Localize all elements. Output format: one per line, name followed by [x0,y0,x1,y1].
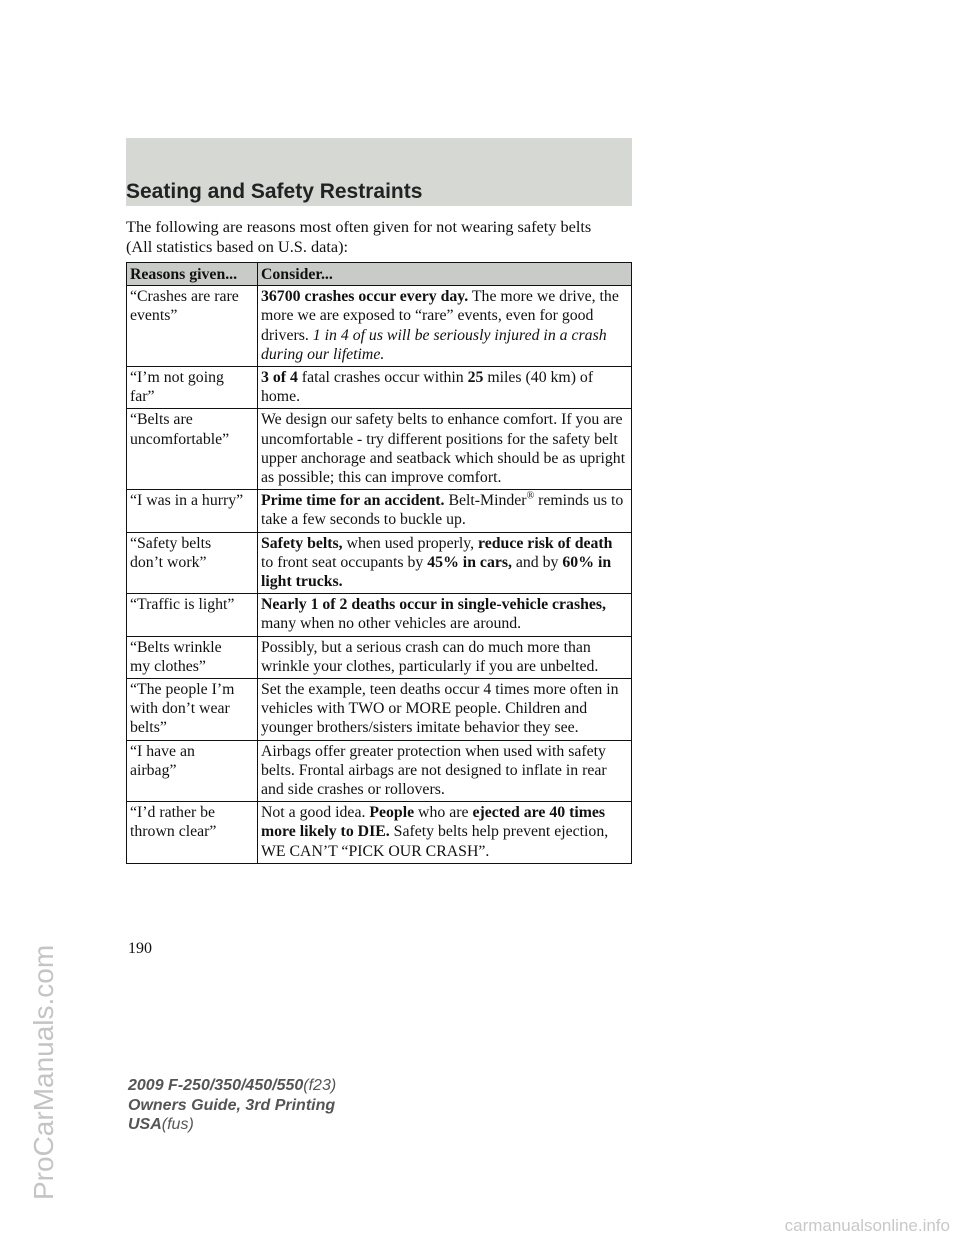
consider-cell [258,802,632,864]
consider-text: The more we drive, the more we are exposed to “rare” events, even for good drivers. [261,288,619,344]
table-row [127,490,632,532]
table-row [127,367,632,409]
consider-text: Not a good idea. [261,804,370,822]
table-row [127,679,632,741]
reason-cell: “I was in a hurry” [127,490,258,532]
reason-cell: “Belts wrinkle my clothes” [127,636,258,678]
footer-guide: Owners Guide, 3rd Printing [128,1096,336,1114]
consider-text: Prime time for an accident. [261,492,445,510]
consider-text: 25 [467,369,484,387]
consider-cell [258,490,632,532]
table-row [127,409,632,490]
consider-text: miles (40 km) of home. [261,369,594,406]
intro-paragraph [126,217,636,257]
consider-text: to front seat occupants by [261,553,428,571]
consider-text: who are [414,804,473,822]
side-watermark: ProCarManuals.com [28,944,59,1200]
consider-text: 1 in 4 of us will be seriously injured in a crash during our lifetime. [261,326,607,363]
consider-text: many when no other vehicles are around. [261,615,522,633]
consider-text: 60% in light trucks. [261,553,612,591]
reason-cell: “Traffic is light” [127,594,258,636]
bottom-watermark: carmanualsonline.info [784,1216,950,1235]
reason-cell: “I have an airbag” [127,740,258,802]
column-header-consider: Consider... [258,263,632,286]
consider-text: 3 of 4 [261,369,298,387]
reasons-table-body [127,286,632,864]
consider-text: People [369,804,415,822]
table-row [127,286,632,367]
consider-text: fatal crashes occur within [297,369,468,387]
footer-market-line [128,1115,336,1135]
intro-line-1: The following are reasons most often given for not wearing safety belts [126,217,592,236]
reason-cell: “I’d rather be thrown clear” [127,802,258,864]
reasons-table [126,262,632,864]
reason-cell: “Safety belts don’t work” [127,532,258,594]
footer-model-line [128,1076,336,1096]
table-row [127,636,632,678]
consider-text: Safety belts help prevent ejection, WE CAN’T “PICK OUR CRASH”. [261,823,609,860]
consider-cell [258,409,632,490]
consider-text: Airbags offer greater protection when used with safety belts. Frontal airbags are not designed to inflate in rear and side crashes or rollovers. [261,742,607,799]
consider-text: Nearly 1 of 2 deaths occur in single-vehicle crashes, [261,596,607,614]
consider-text: Safety belts, [261,534,343,552]
consider-text: and by [511,553,563,571]
consider-text: 36700 crashes occur every day. [261,288,469,306]
section-title: Seating and Safety Restraints [126,180,423,203]
consider-cell [258,594,632,636]
table-row [127,532,632,594]
consider-cell [258,367,632,409]
intro-line-2: (All statistics based on U.S. data): [126,237,349,256]
consider-text: ejected are 40 times more likely to DIE. [261,804,606,841]
consider-cell [258,740,632,802]
consider-text: 45% in cars, [427,553,512,571]
table-row [127,594,632,636]
column-header-reasons: Reasons given... [127,263,258,286]
reason-cell: “Crashes are rare events” [127,286,258,367]
registered-mark: ® [526,490,535,502]
table-row [127,740,632,802]
consider-cell [258,636,632,678]
table-header-row [127,263,632,286]
table-row [127,802,632,864]
consider-cell [258,679,632,741]
footer-market: USA [128,1116,162,1133]
reason-cell: “Belts are uncomfortable” [127,409,258,490]
consider-text: Belt-Minder [444,492,527,510]
consider-cell [258,532,632,594]
consider-text: when used properly, [342,534,479,552]
consider-text: We design our safety belts to enhance comfort. If you are uncomfortable - try different positions for the safety belt upper anchorage and seatback which should be as upright as possible; this can improve comfort. [261,411,626,487]
consider-text: reminds us to take a few seconds to buckle up. [261,492,624,529]
footer-market-code: (fus) [161,1116,194,1133]
consider-text: Possibly, but a serious crash can do much more than wrinkle your clothes, particularly if you are unbelted. [261,638,599,675]
consider-cell [258,286,632,367]
reason-cell: “The people I’m with don’t wear belts” [127,679,258,741]
page-number: 190 [128,940,152,957]
consider-text: reduce risk of death [478,534,613,552]
consider-text: Set the example, teen deaths occur 4 times more often in vehicles with TWO or MORE people. Children and younger brothers/sisters imitate behavior they see. [261,681,619,737]
footer-model: 2009 F-250/350/450/550 [128,1077,304,1094]
footer-model-code: (f23) [303,1077,337,1094]
reason-cell: “I’m not going far” [127,367,258,409]
document-footer [128,1076,336,1135]
